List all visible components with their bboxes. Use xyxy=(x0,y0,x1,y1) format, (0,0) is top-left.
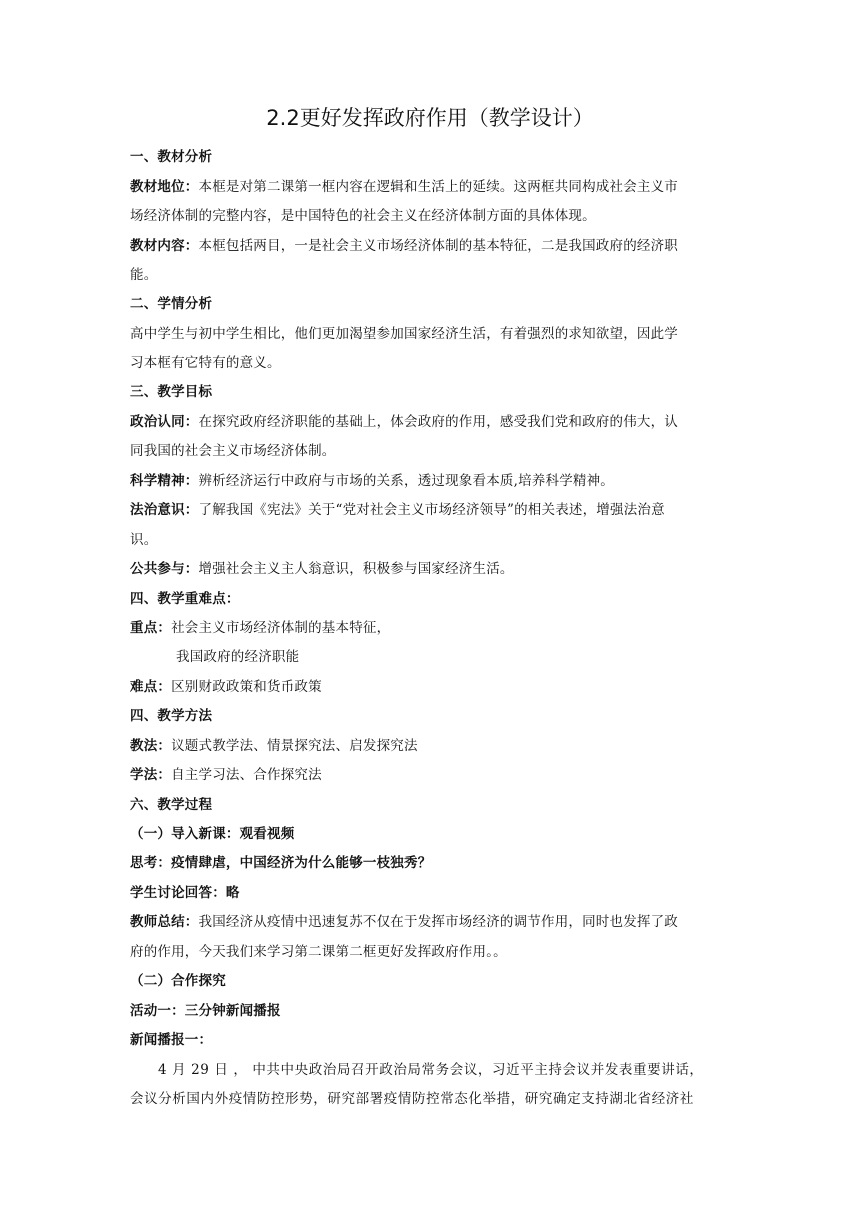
paragraph-line xyxy=(130,177,740,197)
paragraph-line xyxy=(130,236,740,256)
term-text: 自主学习法、合作探究法 xyxy=(171,767,322,783)
term-label: 教材地位： xyxy=(130,179,199,195)
term-label: 公共参与： xyxy=(130,561,199,577)
term-label: 教师总结： xyxy=(130,914,199,930)
section-heading-key-points: 四、教学重难点： xyxy=(130,591,240,607)
term-label: 难点： xyxy=(130,679,172,695)
answer-line: 学生讨论回答：略 xyxy=(130,885,240,901)
paragraph-line: 习本框有它特有的意义。 xyxy=(130,355,281,371)
paragraph-line xyxy=(130,912,740,932)
paragraph-line xyxy=(130,765,740,785)
paragraph-line xyxy=(130,412,740,432)
subsection-heading-cooperative: （二）合作探究 xyxy=(130,973,226,989)
paragraph-line xyxy=(130,500,740,520)
term-text: 在探究政府经济职能的基础上，体会政府的作用，感受我们党和政府的伟大，认 xyxy=(198,414,678,430)
paragraph-line xyxy=(130,559,740,579)
section-heading-teaching-methods: 四、教学方法 xyxy=(130,708,213,724)
term-text: 本框是对第二课第一框内容在逻辑和生活上的延续。这两框共同构成社会主义市 xyxy=(198,179,678,195)
term-label: 教法： xyxy=(130,738,172,754)
term-label: 学法： xyxy=(130,767,172,783)
term-label: 政治认同： xyxy=(130,414,199,430)
paragraph-line xyxy=(130,618,740,638)
paragraph-line xyxy=(130,471,740,491)
term-text: 区别财政政策和货币政策 xyxy=(171,679,322,695)
section-heading-teaching-goals: 三、教学目标 xyxy=(130,384,213,400)
paragraph-line: 高中学生与初中学生相比，他们更加渴望参加国家经济生活，有着强烈的求知欲望，因此学 xyxy=(130,326,678,342)
paragraph-line: 识。 xyxy=(130,532,158,548)
paragraph-line: 同我国的社会主义市场经济体制。 xyxy=(130,443,336,459)
term-text: 本框包括两目，一是社会主义市场经济体制的基本特征，二是我国政府的经济职 xyxy=(198,238,678,254)
term-label: 法治意识： xyxy=(130,502,199,518)
activity-heading: 活动一：三分钟新闻播报 xyxy=(130,1003,281,1019)
paragraph-line xyxy=(130,736,740,756)
paragraph-line: 能。 xyxy=(130,267,158,283)
term-label: 科学精神： xyxy=(130,473,199,489)
page-title: 2.2更好发挥政府作用（教学设计） xyxy=(266,106,594,130)
paragraph-line: 府的作用，今天我们来学习第二课第二框更好发挥政府作用。。 xyxy=(130,944,507,960)
section-heading-teaching-process: 六、教学过程 xyxy=(130,797,213,813)
paragraph-line: 场经济体制的完整内容，是中国特色的社会主义在经济体制方面的具体体现。 xyxy=(130,208,596,224)
term-label: 重点： xyxy=(130,620,172,636)
paragraph-line: 我国政府的经济职能 xyxy=(176,649,300,665)
term-text: 辨析经济运行中政府与市场的关系，透过现象看本质,培养科学精神。 xyxy=(198,473,614,489)
term-text: 增强社会主义主人翁意识，积极参与国家经济生活。 xyxy=(198,561,514,577)
term-text: 我国经济从疫情中迅速复苏不仅在于发挥市场经济的调节作用，同时也发挥了政 xyxy=(198,914,678,930)
term-label: 教材内容： xyxy=(130,238,199,254)
term-text: 社会主义市场经济体制的基本特征， xyxy=(171,620,391,636)
news-heading: 新闻播报一： xyxy=(130,1032,213,1048)
section-heading-textbook-analysis: 一、教材分析 xyxy=(130,149,213,165)
section-heading-student-analysis: 二、学情分析 xyxy=(130,296,213,312)
term-text: 了解我国《宪法》关于“党对社会主义市场经济领导”的相关表述，增强法治意 xyxy=(198,502,665,518)
term-text: 议题式教学法、情景探究法、启发探究法 xyxy=(171,738,418,754)
subsection-heading-intro: （一）导入新课：观看视频 xyxy=(130,826,295,842)
paragraph-line xyxy=(130,677,740,697)
paragraph-line: 4 月 29 日 ， 中共中央政治局召开政治局常务会议，习近平主持会议并发表重要讲话， xyxy=(158,1062,704,1078)
question-line: 思考：疫情肆虐，中国经济为什么能够一枝独秀？ xyxy=(130,855,432,871)
paragraph-line: 会议分析国内外疫情防控形势，研究部署疫情防控常态化举措，研究确定支持湖北省经济社 xyxy=(130,1091,694,1107)
